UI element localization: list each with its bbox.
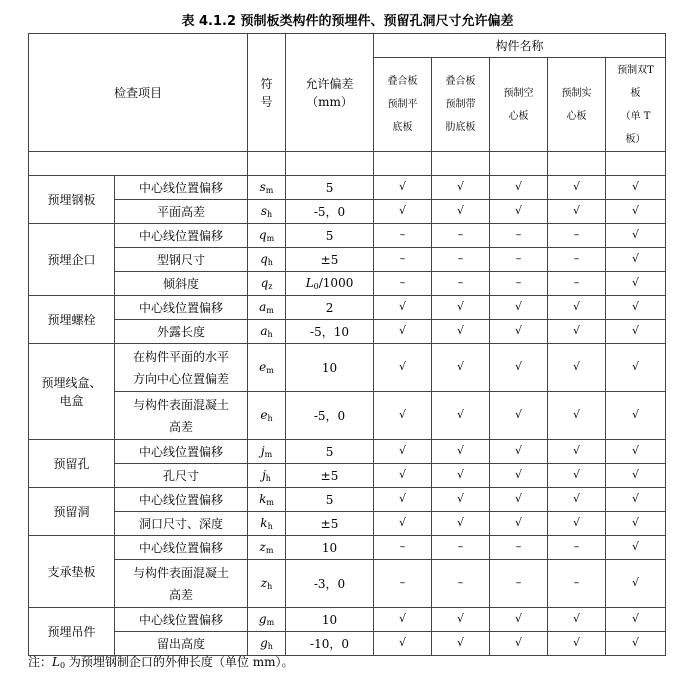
tolerance-cell: 5 — [286, 176, 374, 200]
blank-cell — [606, 152, 666, 176]
check-mark: √ — [432, 344, 490, 392]
tolerance-cell: 10 — [286, 536, 374, 560]
symbol-subscript: h — [267, 330, 273, 339]
check-item-line: 孔尺寸 — [163, 468, 200, 483]
check-mark: √ — [606, 488, 666, 512]
check-mark: √ — [548, 176, 606, 200]
check-mark: √ — [432, 392, 490, 440]
symbol-subscript: m — [266, 366, 274, 375]
check-mark: √ — [432, 440, 490, 464]
check-mark: √ — [548, 512, 606, 536]
header-check-item: 检查项目 — [29, 34, 248, 152]
check-mark: √ — [432, 632, 490, 656]
group-name — [29, 608, 115, 656]
check-mark: √ — [432, 200, 490, 224]
footnote-subscript: 0 — [59, 661, 66, 670]
check-mark: √ — [432, 512, 490, 536]
symbol-var: k — [259, 492, 267, 506]
check-item — [115, 344, 248, 392]
symbol-cell — [248, 200, 286, 224]
check-mark: √ — [432, 296, 490, 320]
symbol-var: a — [259, 300, 267, 314]
check-item — [115, 296, 248, 320]
symbol-cell — [248, 272, 286, 296]
group-name-line: 预埋螺栓 — [47, 312, 96, 327]
check-item — [115, 488, 248, 512]
check-mark: √ — [548, 320, 606, 344]
check-mark: √ — [374, 392, 432, 440]
symbol-var: g — [260, 636, 268, 650]
check-mark: √ — [374, 344, 432, 392]
tolerance-cell: 5 — [286, 224, 374, 248]
check-item-line: 中心线位置偏移 — [139, 300, 224, 315]
check-mark: √ — [548, 632, 606, 656]
table-row — [29, 464, 666, 488]
check-mark: √ — [490, 176, 548, 200]
table-row — [29, 296, 666, 320]
check-mark: √ — [606, 560, 666, 608]
check-item — [115, 560, 248, 608]
check-item — [115, 440, 248, 464]
check-item-line: 平面高差 — [157, 204, 206, 219]
check-item — [115, 512, 248, 536]
check-mark: √ — [548, 296, 606, 320]
check-item-line: 在构件平面的水平 — [133, 349, 230, 364]
check-item — [115, 608, 248, 632]
check-mark: √ — [374, 320, 432, 344]
header-component-line: 预制带 — [445, 99, 476, 110]
symbol-cell — [248, 224, 286, 248]
symbol-var: q — [260, 276, 269, 290]
check-mark: √ — [490, 608, 548, 632]
check-mark: √ — [374, 488, 432, 512]
symbol-cell — [248, 248, 286, 272]
symbol-subscript: h — [267, 210, 273, 219]
header-component-line: 预制空 — [503, 87, 534, 99]
check-mark: √ — [606, 632, 666, 656]
dash-mark: – — [490, 272, 548, 296]
check-item-line: 留出高度 — [157, 636, 206, 651]
group-name — [29, 536, 115, 608]
footnote-prefix: 注： — [28, 655, 53, 669]
dash-mark: – — [374, 224, 432, 248]
table-title: 表 4.1.2 预制板类构件的预埋件、预留孔洞尺寸允许偏差 — [181, 14, 514, 29]
header-symbol-line2: 号 — [260, 94, 273, 109]
group-name-line: 电盒 — [59, 393, 84, 408]
check-item-line: 方向中心位置偏差 — [133, 371, 230, 386]
dash-mark: – — [490, 560, 548, 608]
check-item-line: 中心线位置偏移 — [139, 180, 224, 195]
check-mark: √ — [490, 512, 548, 536]
symbol-cell — [248, 440, 286, 464]
group-name-line: 预留孔 — [53, 456, 90, 471]
group-name — [29, 488, 115, 536]
check-mark: √ — [606, 296, 666, 320]
group-name-line: 预埋线盒、 — [41, 375, 102, 390]
check-mark: √ — [490, 632, 548, 656]
symbol-cell — [248, 560, 286, 608]
dash-mark: – — [432, 224, 490, 248]
symbol-var: a — [260, 324, 268, 338]
tolerance-cell: -5，10 — [286, 320, 374, 344]
symbol-cell — [248, 344, 286, 392]
symbol-var: j — [260, 444, 265, 458]
symbol-var: g — [258, 612, 267, 626]
dash-mark: – — [432, 560, 490, 608]
blank-cell — [286, 152, 374, 176]
check-item-line: 高差 — [169, 587, 194, 602]
group-name — [29, 176, 115, 224]
check-item — [115, 632, 248, 656]
group-name — [29, 440, 115, 488]
symbol-var: j — [262, 468, 266, 482]
check-mark: √ — [606, 248, 666, 272]
group-name-line: 预埋吊件 — [47, 624, 96, 639]
blank-cell — [374, 152, 432, 176]
tolerance-cell: ±5 — [286, 464, 374, 488]
symbol-cell — [248, 392, 286, 440]
table-row — [29, 392, 666, 440]
check-mark: √ — [432, 176, 490, 200]
check-mark: √ — [432, 464, 490, 488]
symbol-cell — [248, 512, 286, 536]
check-mark: √ — [548, 392, 606, 440]
dash-mark: – — [374, 272, 432, 296]
dash-mark: – — [374, 536, 432, 560]
table-row — [29, 512, 666, 536]
tolerance-cell: ±5 — [286, 512, 374, 536]
check-mark: √ — [490, 344, 548, 392]
symbol-cell — [248, 632, 286, 656]
symbol-cell — [248, 296, 286, 320]
check-mark: √ — [606, 512, 666, 536]
check-mark: √ — [606, 464, 666, 488]
blank-row — [29, 152, 666, 176]
check-mark: √ — [490, 392, 548, 440]
header-symbol-line1: 符 — [260, 76, 273, 91]
check-item-line: 中心线位置偏移 — [139, 540, 224, 555]
header-tolerance-line1: 允许偏差 — [305, 76, 354, 91]
group-name-line: 预埋钢板 — [47, 192, 96, 207]
check-mark: √ — [548, 464, 606, 488]
check-mark: √ — [606, 200, 666, 224]
check-mark: √ — [606, 176, 666, 200]
check-item — [115, 200, 248, 224]
header-component-2 — [432, 58, 490, 152]
check-mark: √ — [374, 176, 432, 200]
tolerance-cell: 10 — [286, 344, 374, 392]
check-mark: √ — [606, 224, 666, 248]
tolerance-cell: 10 — [286, 608, 374, 632]
blank-cell — [29, 152, 248, 176]
dash-mark: – — [432, 272, 490, 296]
check-item — [115, 272, 248, 296]
header-component-5 — [606, 58, 666, 152]
header-tolerance-line2: （mm） — [306, 94, 353, 109]
header-component-line: 板 — [630, 87, 641, 99]
group-name-line: 预留洞 — [53, 504, 90, 519]
symbol-subscript: m — [265, 186, 274, 195]
check-mark: √ — [548, 440, 606, 464]
check-mark: √ — [490, 296, 548, 320]
symbol-subscript: m — [266, 234, 275, 243]
header-component-line: 预制实 — [561, 87, 592, 99]
dash-mark: – — [490, 248, 548, 272]
check-mark: √ — [606, 440, 666, 464]
header-component-line: 预制双T — [617, 64, 654, 76]
blank-cell — [548, 152, 606, 176]
check-item-line: 中心线位置偏移 — [139, 492, 224, 507]
symbol-var: s — [259, 180, 266, 194]
symbol-cell — [248, 536, 286, 560]
symbol-subscript: h — [267, 414, 273, 423]
header-component-line: 底板 — [392, 122, 413, 133]
check-mark: √ — [374, 200, 432, 224]
check-item — [115, 248, 248, 272]
check-item-line: 中心线位置偏移 — [139, 612, 224, 627]
dash-mark: – — [490, 224, 548, 248]
check-mark: √ — [606, 392, 666, 440]
header-component-line: 板） — [625, 133, 646, 145]
check-mark: √ — [432, 608, 490, 632]
header-component-line: 叠合板 — [387, 76, 418, 87]
table-row — [29, 200, 666, 224]
header-component-name: 构件名称 — [374, 34, 666, 58]
check-mark: √ — [548, 200, 606, 224]
tolerance-cell: -5，0 — [286, 200, 374, 224]
tolerance-cell: 5 — [286, 440, 374, 464]
dash-mark: – — [432, 536, 490, 560]
symbol-var: q — [260, 252, 268, 266]
table-row — [29, 272, 666, 296]
check-mark: √ — [606, 272, 666, 296]
header-component-line: 心板 — [566, 110, 587, 122]
tolerance-cell: 5 — [286, 488, 374, 512]
symbol-var: z — [260, 576, 268, 590]
symbol-cell — [248, 176, 286, 200]
dash-mark: – — [374, 248, 432, 272]
check-mark: √ — [490, 464, 548, 488]
header-component-line: 心板 — [508, 110, 529, 122]
check-mark: √ — [374, 296, 432, 320]
blank-cell — [248, 152, 286, 176]
table-row — [29, 224, 666, 248]
header-symbol — [248, 34, 286, 152]
table-row — [29, 632, 666, 656]
symbol-subscript: m — [266, 618, 275, 627]
symbol-cell — [248, 320, 286, 344]
symbol-subscript: h — [267, 258, 273, 267]
table-row — [29, 536, 666, 560]
symbol-var: z — [259, 540, 266, 554]
check-mark: √ — [490, 320, 548, 344]
check-mark: √ — [374, 440, 432, 464]
dash-mark: – — [548, 560, 606, 608]
header-component-4 — [548, 58, 606, 152]
dash-mark: – — [548, 272, 606, 296]
symbol-subscript: h — [267, 642, 273, 651]
check-item-line: 中心线位置偏移 — [139, 228, 224, 243]
footnote-rest: 为预埋钢制企口的外伸长度（单位 mm）。 — [65, 655, 294, 669]
symbol-subscript: z — [268, 282, 273, 291]
symbol-cell — [248, 608, 286, 632]
tolerance-cell — [286, 272, 374, 296]
tolerance-rest: /1000 — [318, 276, 354, 290]
header-component-line: （单 T — [620, 110, 651, 122]
check-mark: √ — [374, 608, 432, 632]
symbol-subscript: m — [265, 546, 274, 555]
check-mark: √ — [606, 344, 666, 392]
blank-cell — [490, 152, 548, 176]
check-mark: √ — [432, 488, 490, 512]
header-component-3 — [490, 58, 548, 152]
footnote-var: L — [52, 655, 60, 669]
symbol-var: q — [258, 228, 267, 242]
check-item — [115, 392, 248, 440]
dash-mark: – — [548, 536, 606, 560]
table-row — [29, 440, 666, 464]
symbol-cell — [248, 464, 286, 488]
check-item-line: 倾斜度 — [163, 276, 200, 291]
dash-mark: – — [548, 248, 606, 272]
dash-mark: – — [548, 224, 606, 248]
check-item-line: 与构件表面混凝土 — [133, 565, 230, 580]
check-item — [115, 320, 248, 344]
group-name-line: 预埋企口 — [47, 252, 96, 267]
check-mark: √ — [374, 464, 432, 488]
symbol-var: e — [260, 408, 268, 422]
symbol-var: e — [259, 360, 267, 374]
tolerance-cell: -10，0 — [286, 632, 374, 656]
check-mark: √ — [606, 608, 666, 632]
check-mark: √ — [490, 488, 548, 512]
check-item-line: 洞口尺寸、深度 — [139, 516, 224, 531]
check-item-line: 中心线位置偏移 — [139, 444, 224, 459]
check-item — [115, 464, 248, 488]
check-item-line: 与构件表面混凝土 — [133, 397, 230, 412]
header-component-line: 预制平 — [387, 99, 418, 110]
tolerance-var: L — [305, 276, 314, 290]
table-row — [29, 488, 666, 512]
tolerance-cell: ±5 — [286, 248, 374, 272]
table-row — [29, 320, 666, 344]
check-mark: √ — [548, 344, 606, 392]
check-item-line: 型钢尺寸 — [157, 252, 206, 267]
check-item-line: 高差 — [169, 419, 194, 434]
tolerance-cell: -5，0 — [286, 392, 374, 440]
symbol-subscript: m — [264, 450, 273, 459]
symbol-subscript: h — [265, 474, 271, 483]
symbol-cell — [248, 488, 286, 512]
tolerance-cell: 2 — [286, 296, 374, 320]
symbol-var: s — [260, 204, 268, 218]
group-name — [29, 296, 115, 344]
symbol-var: k — [260, 516, 268, 530]
check-mark: √ — [490, 440, 548, 464]
symbol-subscript: h — [267, 522, 273, 531]
check-item — [115, 536, 248, 560]
check-mark: √ — [606, 320, 666, 344]
footnote — [28, 653, 293, 670]
symbol-subscript: h — [267, 582, 273, 591]
tolerance-subscript: 0 — [313, 282, 319, 291]
group-name — [29, 224, 115, 296]
check-mark: √ — [374, 632, 432, 656]
table-row — [29, 344, 666, 392]
dash-mark: – — [432, 248, 490, 272]
check-item — [115, 176, 248, 200]
header-component-1 — [374, 58, 432, 152]
header-tolerance — [286, 34, 374, 152]
header-component-line: 肋底板 — [445, 122, 476, 133]
group-name — [29, 344, 115, 440]
blank-cell — [432, 152, 490, 176]
symbol-subscript: m — [266, 498, 274, 507]
check-mark: √ — [432, 320, 490, 344]
check-item-line: 外露长度 — [157, 324, 206, 339]
table-row — [29, 176, 666, 200]
table-row — [29, 608, 666, 632]
table-row — [29, 248, 666, 272]
check-item — [115, 224, 248, 248]
check-mark: √ — [374, 512, 432, 536]
tolerance-table — [28, 33, 666, 656]
group-name-line: 支承垫板 — [47, 564, 96, 579]
tolerance-cell: -3，0 — [286, 560, 374, 608]
check-mark: √ — [606, 536, 666, 560]
check-mark: √ — [548, 608, 606, 632]
dash-mark: – — [490, 536, 548, 560]
header-component-line: 叠合板 — [445, 76, 476, 87]
dash-mark: – — [374, 560, 432, 608]
symbol-subscript: m — [266, 306, 274, 315]
check-mark: √ — [490, 200, 548, 224]
table-row — [29, 560, 666, 608]
check-mark: √ — [548, 488, 606, 512]
